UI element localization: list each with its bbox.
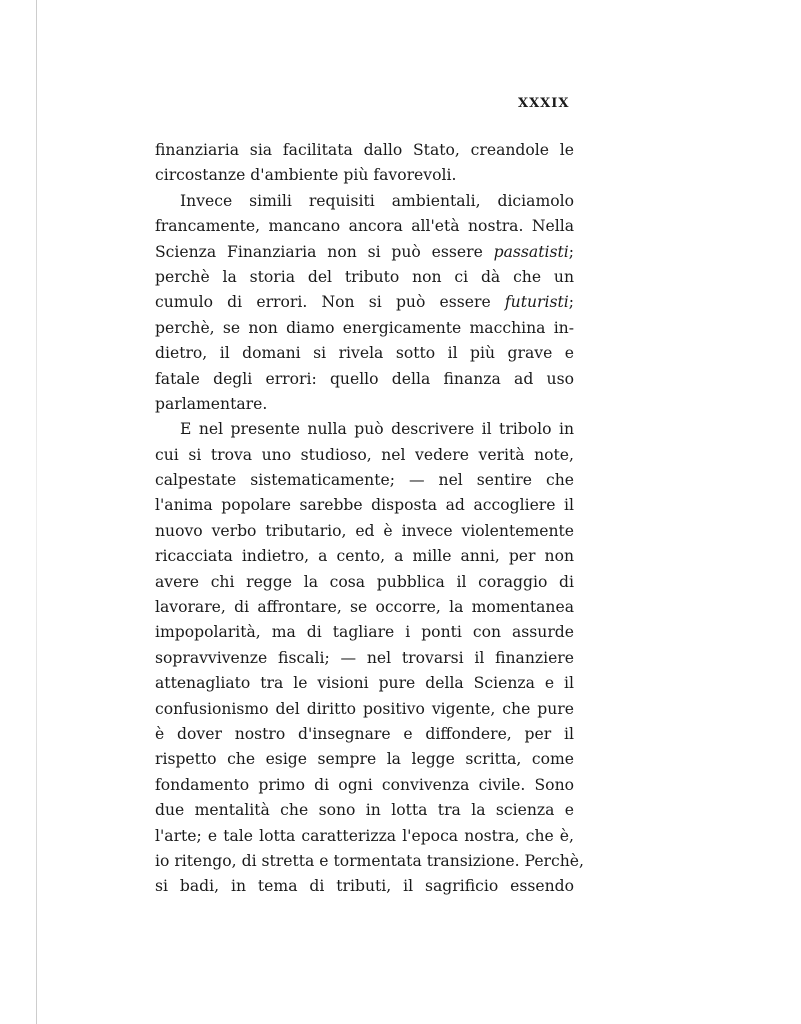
text-line: attenagliato tra le visioni pure della Scienza e il xyxy=(155,674,574,693)
text-line: Scienza Finanziaria non si può essere passatisti; xyxy=(155,242,574,261)
text-line: cui si trova uno studioso, nel vedere verità note, xyxy=(155,445,574,464)
text-line: impopolarità, ma di tagliare i ponti con assurde xyxy=(155,623,574,642)
italic-word: passatisti xyxy=(493,242,569,261)
text-line: cumulo di errori. Non si può essere futuristi; xyxy=(155,293,574,312)
text-line: io ritengo, di stretta e tormentata transizione. Perchè, xyxy=(155,851,584,870)
text-line: ricacciata indietro, a cento, a mille anni, per non xyxy=(155,547,574,566)
text-line: calpestate sistematicamente; — nel sentire che xyxy=(155,471,574,490)
text-line: rispetto che esige sempre la legge scritta, come xyxy=(155,750,574,769)
text-line: fondamento primo di ogni convivenza civile. Sono xyxy=(155,775,574,794)
text-line: l'anima popolare sarebbe disposta ad accogliere il xyxy=(155,496,574,515)
text-line: dietro, il domani si rivela sotto il più grave e xyxy=(155,344,574,363)
italic-word: futuristi xyxy=(504,293,569,312)
scan-page-edge xyxy=(36,0,37,1024)
text-line: si badi, in tema di tributi, il sagrificio essendo xyxy=(155,877,574,896)
text-line: avere chi regge la cosa pubblica il coraggio di xyxy=(155,572,574,591)
text-line: fatale degli errori: quello della finanza ad uso xyxy=(155,369,574,388)
body-text xyxy=(155,138,584,900)
text-line: parlamentare. xyxy=(155,394,268,413)
text-line: circostanze d'ambiente più favorevoli. xyxy=(155,166,457,185)
text-line: nuovo verbo tributario, ed è invece violentemente xyxy=(155,521,574,540)
text-line: Invece simili requisiti ambientali, diciamolo xyxy=(180,191,574,210)
text-line: lavorare, di affrontare, se occorre, la momentanea xyxy=(155,598,574,617)
text-line: perchè, se non diamo energicamente macchina in- xyxy=(155,318,574,337)
page-number: XXXIX xyxy=(518,96,570,111)
text-line: l'arte; e tale lotta caratterizza l'epoca nostra, che è, xyxy=(155,826,574,845)
text-line: francamente, mancano ancora all'età nostra. Nella xyxy=(155,217,574,236)
text-line: due mentalità che sono in lotta tra la scienza e xyxy=(155,801,574,820)
text-line: perchè la storia del tributo non ci dà che un xyxy=(155,267,574,286)
text-line: è dover nostro d'insegnare e diffondere, per il xyxy=(155,724,574,743)
text-line: finanziaria sia facilitata dallo Stato, creandole le xyxy=(155,141,574,159)
text-line: sopravvivenze fiscali; — nel trovarsi il finanziere xyxy=(155,648,574,667)
text-line: confusionismo del diritto positivo vigente, che pure xyxy=(155,699,574,718)
text-line: E nel presente nulla può descrivere il tribolo in xyxy=(180,420,574,439)
